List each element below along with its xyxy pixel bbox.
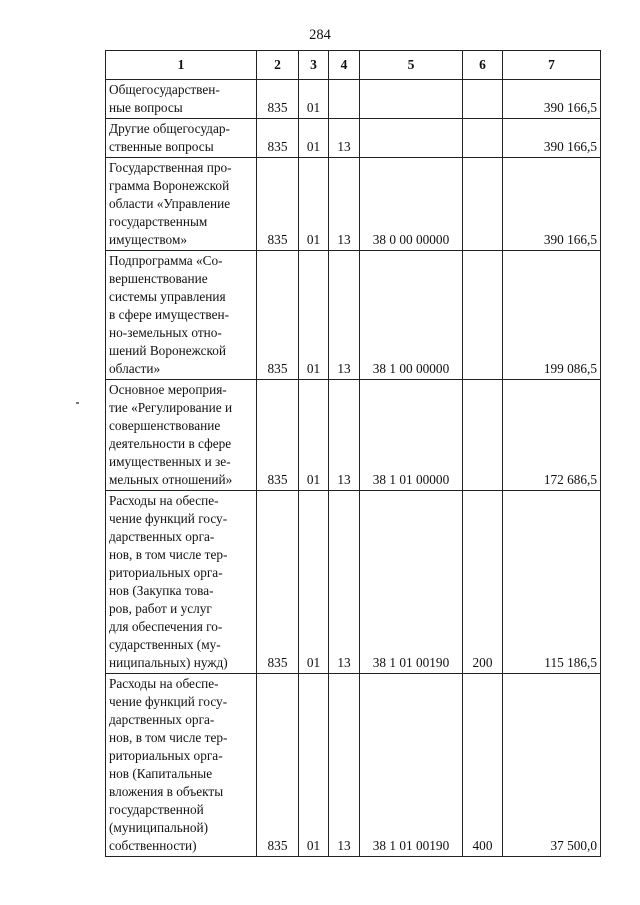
row-col-2: 835 — [257, 158, 299, 251]
header-col-7: 7 — [503, 51, 601, 80]
table-row — [106, 251, 601, 380]
row-col-4: 13 — [329, 491, 360, 674]
row-name: Подпрограмма «Со- вершенствование системы управления в сфере имуществен- но-земельных отно- шений Воронежской области» — [106, 251, 257, 380]
table-row — [106, 491, 601, 674]
row-col-5: 38 1 01 00000 — [360, 380, 463, 491]
row-col-4: 13 — [329, 119, 360, 158]
row-name: Другие общегосудар- ственные вопросы — [106, 119, 257, 158]
row-amount: 390 166,5 — [503, 80, 601, 119]
row-col-3: 01 — [299, 119, 329, 158]
row-col-3: 01 — [299, 158, 329, 251]
row-amount: 115 186,5 — [503, 491, 601, 674]
table-header-row — [106, 51, 601, 80]
row-col-4: 13 — [329, 251, 360, 380]
row-col-2: 835 — [257, 674, 299, 857]
table-row — [106, 674, 601, 857]
row-amount: 37 500,0 — [503, 674, 601, 857]
row-amount: 172 686,5 — [503, 380, 601, 491]
header-col-1: 1 — [106, 51, 257, 80]
row-col-6 — [463, 158, 503, 251]
row-col-6: 400 — [463, 674, 503, 857]
row-col-4: 13 — [329, 158, 360, 251]
header-col-3: 3 — [299, 51, 329, 80]
row-col-6 — [463, 119, 503, 158]
table-row — [106, 80, 601, 119]
header-col-2: 2 — [257, 51, 299, 80]
header-col-5: 5 — [360, 51, 463, 80]
row-col-4: 13 — [329, 674, 360, 857]
row-col-2: 835 — [257, 119, 299, 158]
row-col-5 — [360, 80, 463, 119]
row-col-3: 01 — [299, 380, 329, 491]
row-col-2: 835 — [257, 491, 299, 674]
table-row — [106, 380, 601, 491]
row-name: Расходы на обеспе- чение функций госу- дарственных орга- нов, в том числе тер- риториальных орга- нов (Закупка това- ров, работ и услуг для обеспечения го- сударственных (му- ниципальных) нужд) — [106, 491, 257, 674]
row-amount: 390 166,5 — [503, 158, 601, 251]
page-number: 284 — [309, 27, 331, 43]
row-col-5: 38 1 00 00000 — [360, 251, 463, 380]
row-col-6: 200 — [463, 491, 503, 674]
row-col-2: 835 — [257, 251, 299, 380]
row-col-5 — [360, 119, 463, 158]
table-row — [106, 119, 601, 158]
row-amount: 199 086,5 — [503, 251, 601, 380]
row-col-4: 13 — [329, 380, 360, 491]
row-col-5: 38 0 00 00000 — [360, 158, 463, 251]
row-name: Государственная про- грамма Воронежской области «Управление государственным имуществом» — [106, 158, 257, 251]
row-col-4 — [329, 80, 360, 119]
row-name: Расходы на обеспе- чение функций госу- дарственных орга- нов, в том числе тер- риториальных орга- нов (Капитальные вложения в объекты государственной (муниципальной) собственности) — [106, 674, 257, 857]
row-amount: 390 166,5 — [503, 119, 601, 158]
row-col-6 — [463, 380, 503, 491]
budget-table — [105, 50, 601, 857]
row-col-5: 38 1 01 00190 — [360, 491, 463, 674]
row-col-5: 38 1 01 00190 — [360, 674, 463, 857]
row-col-3: 01 — [299, 491, 329, 674]
scan-speck — [76, 402, 79, 404]
row-col-3: 01 — [299, 674, 329, 857]
row-col-2: 835 — [257, 380, 299, 491]
row-col-6 — [463, 251, 503, 380]
row-col-3: 01 — [299, 251, 329, 380]
row-col-2: 835 — [257, 80, 299, 119]
row-name: Основное мероприя- тие «Регулирование и совершенствование деятельности в сфере имущественных и зе- мельных отношений» — [106, 380, 257, 491]
row-col-6 — [463, 80, 503, 119]
row-col-3: 01 — [299, 80, 329, 119]
header-col-4: 4 — [329, 51, 360, 80]
table-row — [106, 158, 601, 251]
header-col-6: 6 — [463, 51, 503, 80]
row-name: Общегосударствен- ные вопросы — [106, 80, 257, 119]
